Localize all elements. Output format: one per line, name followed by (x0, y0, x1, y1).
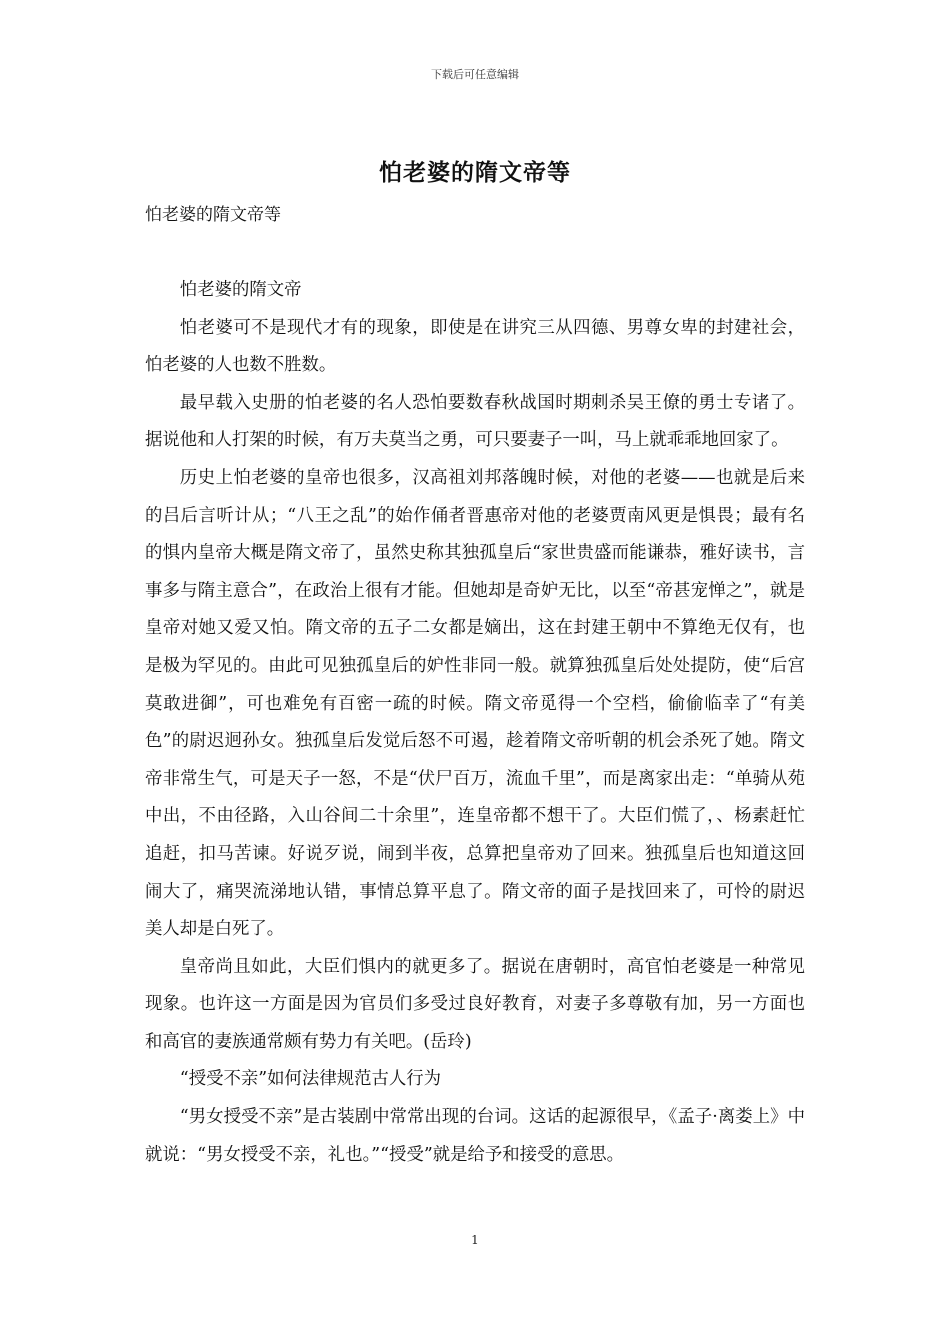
document-subtitle: 怕老婆的隋文帝等 (145, 205, 281, 225)
paragraph: 怕老婆可不是现代才有的现象，即使是在讲究三从四德、男尊女卑的封建社会，怕老婆的人也数不胜数。 (145, 317, 805, 376)
paragraph: 最早载入史册的怕老婆的名人恐怕要数春秋战国时期刺杀吴王僚的勇士专诸了。据说他和人打架的时候，有万夫莫当之勇，可只要妻子一叫，马上就乖乖地回家了。 (145, 392, 805, 451)
document-body (145, 272, 805, 1174)
page-header: 下载后可任意编辑 (431, 68, 519, 81)
paragraph: 皇帝尚且如此，大臣们惧内的就更多了。据说在唐朝时，高官怕老婆是一种常见现象。也许这一方面是因为官员们多受过良好教育，对妻子多尊敬有加，另一方面也和高官的妻族通常颇有势力有关吧。(岳玲) (145, 956, 805, 1052)
paragraph: “男女授受不亲”是古装剧中常常出现的台词。这话的起源很早，《孟子·离娄上》中就说：“男女授受不亲，礼也。”“授受”就是给予和接受的意思。 (145, 1107, 805, 1165)
paragraph: 历史上怕老婆的皇帝也很多，汉高祖刘邦落魄时候，对他的老婆——也就是后来的吕后言听计从；“八王之乱”的始作俑者晋惠帝对他的老婆贾南风更是惧畏；最有名的惧内皇帝大概是隋文帝了，虽然史称其独孤皇后“家世贵盛而能谦恭，雅好读书，言事多与隋主意合”，在政治上很有才能。但她却是奇妒无比，以至“帝甚宠惮之”，就是皇帝对她又爱又怕。隋文帝的五子二女都是嫡出，这在封建王朝中不算绝无仅有，也是极为罕见的。由此可见独孤皇后的妒性非同一般。就算独孤皇后处处提防，使“后宫莫敢进御”，可也难免有百密一疏的时候。隋文帝觅得一个空档，偷偷临幸了“有美色”的尉迟迥孙女。独孤皇后发觉后怒不可遏，趁着隋文帝听朝的机会杀死了她。隋文帝非常生气，可是天子一怒，不是“伏尸百万，流血千里”，而是离家出走：“单骑从苑中出，不由径路，入山谷间二十余里”，连皇帝都不想干了。大臣们慌了，、杨素赶忙追赶，扣马苦谏。好说歹说，闹到半夜，总算把皇帝劝了回来。独孤皇后也知道这回闹大了，痛哭流涕地认错，事情总算平息了。隋文帝的面子是找回来了，可怜的尉迟美人却是白死了。 (145, 467, 805, 940)
document-title: 怕老婆的隋文帝等 (379, 159, 571, 186)
section-heading: “授受不亲”如何法律规范古人行为 (179, 1069, 442, 1090)
section-heading: 怕老婆的隋文帝 (179, 280, 302, 300)
page-number: 1 (471, 1233, 479, 1247)
